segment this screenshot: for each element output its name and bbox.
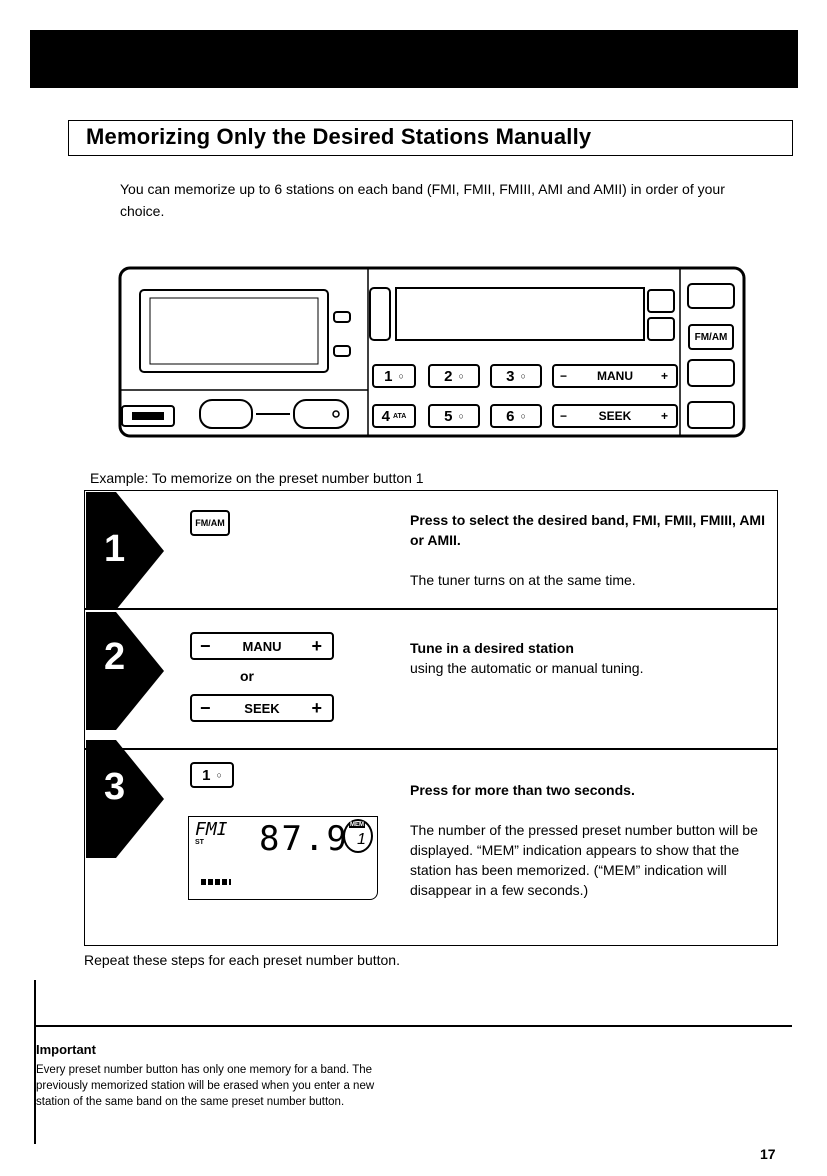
repeat-note: Repeat these steps for each preset number button.	[84, 952, 400, 968]
preset-label: 1	[202, 766, 211, 784]
circle-icon: ○	[458, 371, 464, 381]
step-body: using the automatic or manual tuning.	[410, 660, 644, 676]
preset-label: 5	[444, 407, 453, 425]
manu-button	[552, 364, 678, 388]
circle-icon: ○	[520, 371, 526, 381]
step-divider	[84, 608, 778, 610]
signal-bars	[201, 879, 231, 885]
mem-indicator	[343, 819, 373, 853]
or-label: or	[240, 668, 254, 684]
step-number: 3	[104, 766, 126, 808]
seek-button	[552, 404, 678, 428]
preset-button-3	[490, 364, 542, 388]
manu-label: MANU	[242, 638, 282, 654]
mem-label: MEM	[350, 822, 364, 828]
frequency-readout: 87.9	[259, 819, 349, 859]
minus-icon: −	[560, 409, 568, 423]
band-indicator: FMI	[195, 819, 228, 840]
seek-label: SEEK	[598, 409, 632, 423]
plus-icon: +	[311, 635, 322, 656]
manu-button-icon	[190, 632, 334, 660]
circle-icon: ○	[398, 371, 404, 381]
preset-button-2	[428, 364, 480, 388]
step-heading: Tune in a desired station	[410, 640, 574, 656]
preset-label: 2	[444, 367, 453, 385]
step-number: 1	[104, 528, 126, 570]
circle-icon: ○	[216, 770, 222, 780]
circle-icon: ○	[458, 411, 464, 421]
intro-paragraph: You can memorize up to 6 stations on each band (FMI, FMII, FMIII, AMI and AMII) in order of your choice.	[120, 181, 725, 219]
important-title: Important	[36, 1042, 96, 1057]
fmam-label: FM/AM	[195, 518, 225, 528]
step-divider	[84, 748, 778, 750]
plus-icon: +	[660, 369, 668, 383]
fmam-button	[688, 324, 734, 350]
minus-icon: −	[560, 369, 568, 383]
example-caption: Example: To memorize on the preset number button 1	[90, 470, 424, 486]
page-title: Memorizing Only the Desired Stations Manually	[86, 124, 592, 149]
preset-label: 4	[381, 407, 390, 425]
preset-button-5	[428, 404, 480, 428]
fmam-label: FM/AM	[694, 331, 728, 343]
step-number: 2	[104, 636, 126, 678]
preset-label: 3	[506, 367, 515, 385]
preset-button-6	[490, 404, 542, 428]
minus-icon: −	[200, 635, 211, 656]
step-body: The number of the pressed preset number button will be displayed. “MEM” indication appears to show that the station has been memorized. (“MEM” indication will disappear in a few seconds.)	[410, 822, 758, 898]
preset-button-1-icon	[190, 762, 234, 788]
fmam-button-icon	[190, 510, 230, 536]
seek-button-icon	[190, 694, 334, 722]
minus-icon: −	[200, 697, 211, 718]
preset-indicator: 1	[357, 831, 366, 848]
plus-icon: +	[311, 697, 322, 718]
preset-label: 1	[384, 367, 393, 385]
seek-label: SEEK	[244, 700, 280, 716]
important-body: Every preset number button has only one memory for a band. The previously memorized station will be erased when you enter a new station of the same band on the same preset number button.	[36, 1064, 375, 1108]
header-black-bar	[30, 30, 798, 88]
preset-button-4	[372, 404, 416, 428]
preset-button-1	[372, 364, 416, 388]
plus-icon: +	[660, 409, 668, 423]
step-heading: Press to select the desired band, FMI, FMII, FMIII, AMI or AMII.	[410, 512, 765, 548]
preset-label: 6	[506, 407, 515, 425]
stereo-indicator: ST	[195, 839, 204, 846]
lcd-display	[188, 816, 378, 900]
circle-icon: ○	[520, 411, 526, 421]
page-number: 17	[760, 1146, 776, 1162]
step-heading: Press for more than two seconds.	[410, 782, 635, 798]
manu-label: MANU	[597, 369, 633, 383]
step-body: The tuner turns on at the same time.	[410, 572, 636, 588]
section-rule	[34, 1025, 792, 1027]
ata-label: ATA	[392, 412, 407, 420]
